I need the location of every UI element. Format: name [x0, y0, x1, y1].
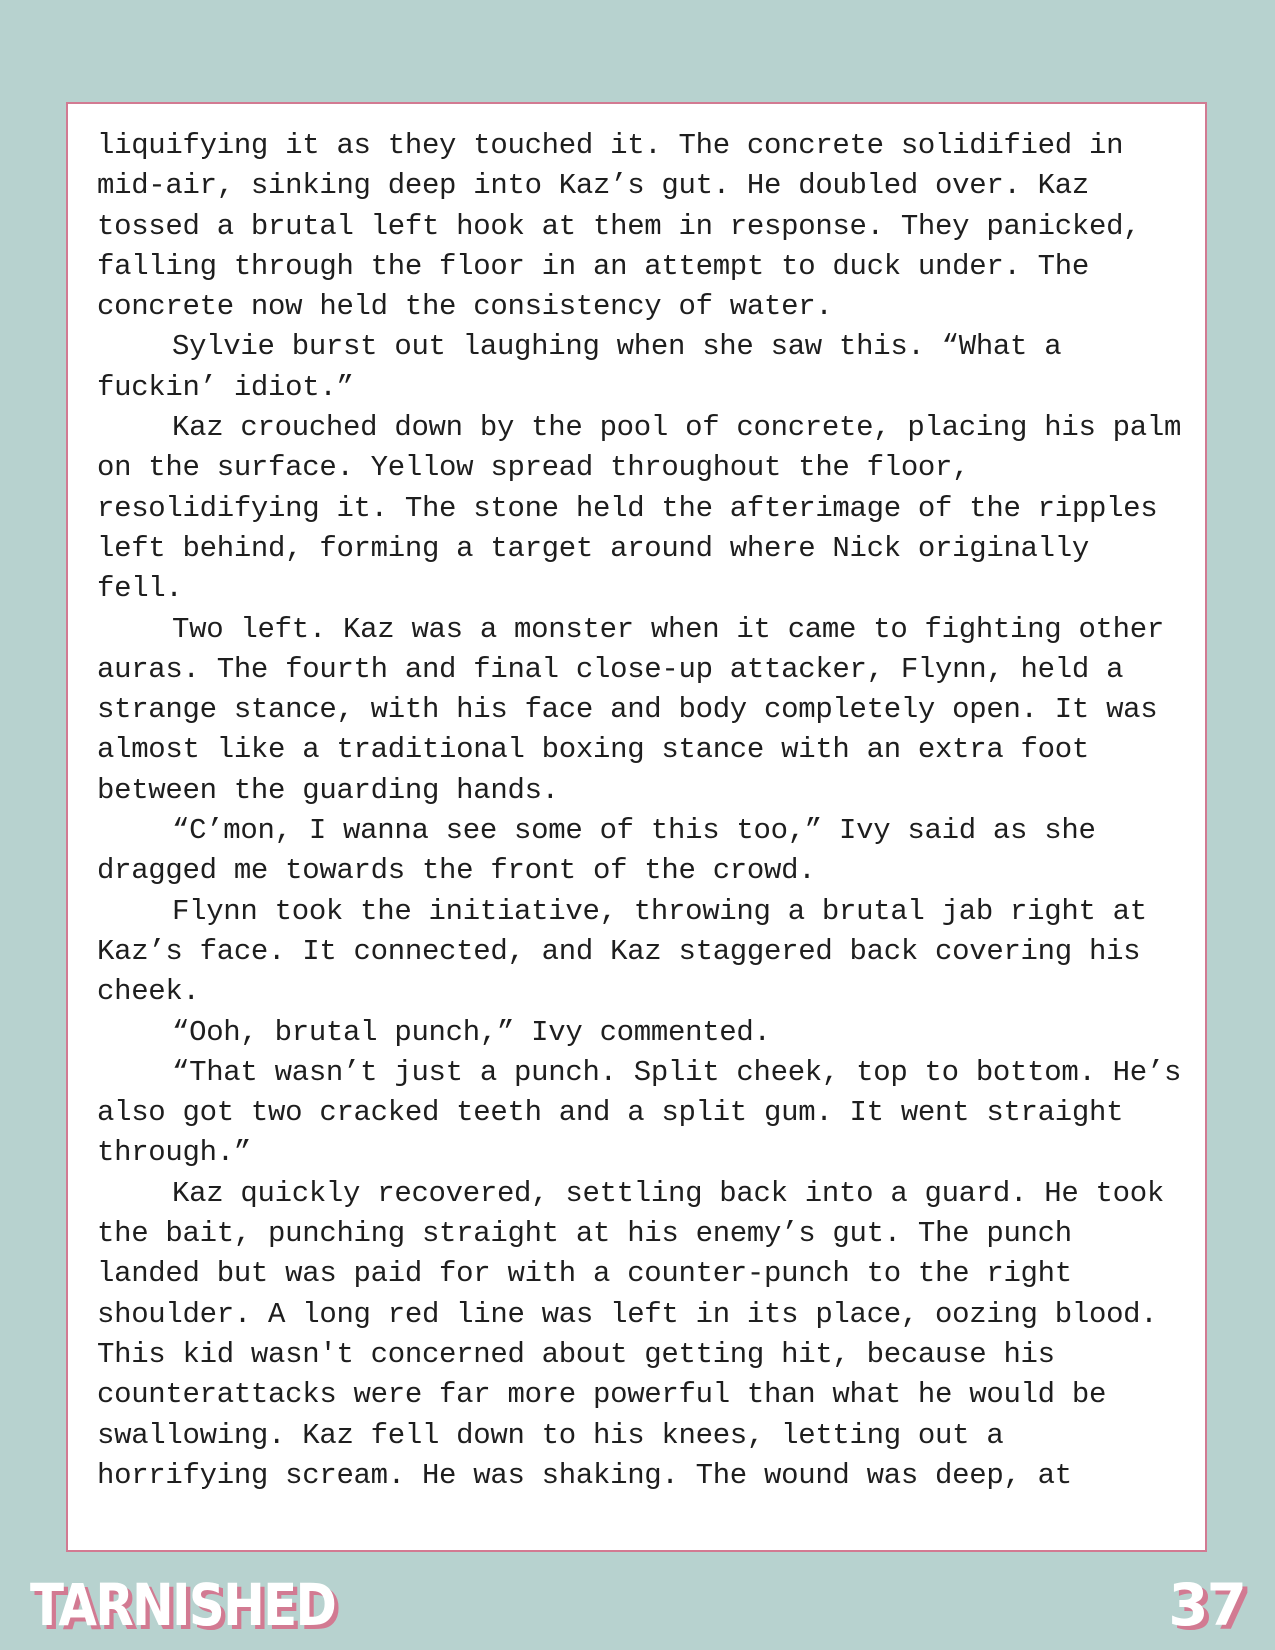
body-text — [97, 126, 1187, 1496]
footer-title: TARNISHED — [30, 1571, 336, 1639]
page-number: 37 — [1168, 1571, 1245, 1639]
paragraph-3: Kaz crouched down by the pool of concrete, placing his palm on the surface. Yellow spread throughout the floor, resolidifying it. The stone held the afterimage of the ripples left behind, forming a target around where Nick originally fell. — [97, 411, 1182, 606]
paragraph-1: liquifying it as they touched it. The concrete solidified in mid-air, sinking deep into Kaz’s gut. He doubled over. Kaz tossed a brutal left hook at them in response. They panicked, falling through the floor in an attempt to duck under. The concrete now held the consistency of water. — [97, 129, 1141, 324]
paragraph-4: Two left. Kaz was a monster when it came to fighting other auras. The fourth and final close-up attacker, Flynn, held a strange stance, with his face and body completely open. It was almost like a traditional boxing stance with an extra foot between the guarding hands. — [97, 612, 1164, 807]
page-panel — [66, 102, 1207, 1552]
paragraph-7: “Ooh, brutal punch,” Ivy commented. — [172, 1015, 771, 1049]
paragraph-6: Flynn took the initiative, throwing a brutal jab right at Kaz’s face. It connected, and Kaz staggered back covering his cheek. — [97, 894, 1147, 1009]
paragraph-8: “That wasn’t just a punch. Split cheek, top to bottom. He’s also got two cracked teeth and a split gum. It went straight through.” — [97, 1055, 1182, 1170]
paragraph-5: “C’mon, I wanna see some of this too,” Ivy said as she dragged me towards the front of the crowd. — [97, 814, 1096, 888]
paragraph-2: Sylvie burst out laughing when she saw this. “What a fuckin’ idiot.” — [97, 330, 1062, 404]
paragraph-9: Kaz quickly recovered, settling back into a guard. He took the bait, punching straight at his enemy’s gut. The punch landed but was paid for with a counter-punch to the right shoulder. A long red line was left in its place, oozing blood. This kid wasn't concerned about getting hit, because his counterattacks were far more powerful than what he would be swallowing. Kaz fell down to his knees, letting out a horrifying scream. He was shaking. The wound was deep, at — [97, 1176, 1164, 1492]
